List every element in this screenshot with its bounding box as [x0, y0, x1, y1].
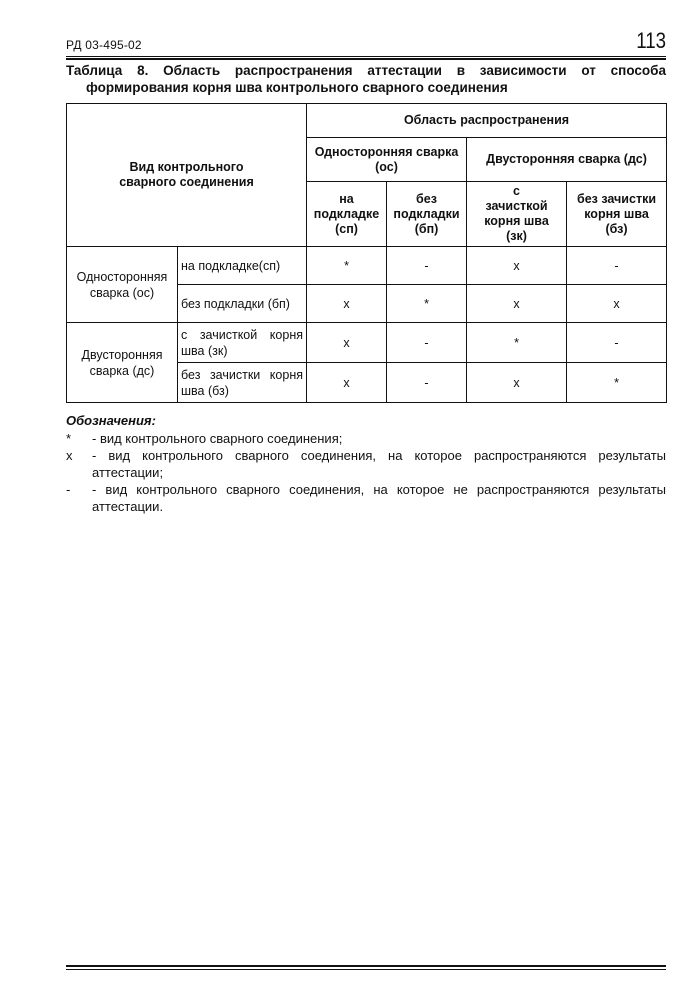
legend-symbol: * [66, 431, 72, 446]
row-label: без подкладки (бп) [178, 285, 307, 323]
legend-title: Обозначения: [66, 413, 156, 428]
table-cell: x [567, 285, 667, 323]
table-caption [66, 62, 666, 96]
legend-text: - вид контрольного сварного соединения, на которое не распространяются результаты аттестации. [92, 482, 666, 514]
footer-rule [66, 969, 666, 970]
table-row [67, 323, 667, 363]
legend-item [66, 430, 666, 447]
table-cell: * [387, 285, 467, 323]
table-cell: x [467, 247, 567, 285]
table-cell: - [387, 363, 467, 403]
header-backing: на подкладке (сп) [307, 182, 387, 247]
header-joint-type: Вид контрольного сварного соединения [67, 104, 307, 247]
table-cell: - [387, 247, 467, 285]
header-one-sided: Односторонняя сварка (ос) [307, 138, 467, 182]
header-root-cleaning: с зачисткой корня шва (зк) [467, 182, 567, 247]
header-no-root-cleaning: без зачистки корня шва (бз) [567, 182, 667, 247]
table-cell: x [307, 323, 387, 363]
table-cell: - [567, 323, 667, 363]
table-cell: x [467, 363, 567, 403]
header-rule-thick [66, 58, 666, 60]
legend [66, 412, 666, 515]
legend-symbol: x [66, 448, 73, 463]
table-row [67, 247, 667, 285]
header-rule [66, 56, 666, 57]
header-scope: Область распространения [307, 104, 667, 138]
group-two-sided: Двусторонняя сварка (дс) [67, 323, 178, 403]
caption-line-2: формирования корня шва контрольного сварного соединения [86, 80, 508, 95]
page-header [66, 30, 666, 54]
table-cell: x [307, 285, 387, 323]
row-label: с зачисткой корня шва (зк) [178, 323, 307, 363]
legend-item [66, 481, 666, 515]
header-two-sided: Двусторонняя сварка (дс) [467, 138, 667, 182]
row-label: без зачистки корня шва (бз) [178, 363, 307, 403]
caption-line-1: Таблица 8. Область распространения аттестации в зависимости от способа [66, 63, 666, 78]
document-code: РД 03-495-02 [66, 38, 142, 52]
table-cell: * [307, 247, 387, 285]
table-cell: * [467, 323, 567, 363]
table-cell: x [307, 363, 387, 403]
legend-item [66, 447, 666, 481]
table-cell: - [387, 323, 467, 363]
legend-text: - вид контрольного сварного соединения, на которое распространяются результаты аттестации; [92, 448, 666, 480]
row-label: на подкладке(сп) [178, 247, 307, 285]
table-cell: x [467, 285, 567, 323]
page-number: 113 [636, 28, 666, 53]
header-no-backing: без подкладки (бп) [387, 182, 467, 247]
legend-symbol: - [66, 482, 71, 497]
legend-text: - вид контрольного сварного соединения; [92, 431, 343, 446]
attestation-scope-table [66, 103, 667, 403]
group-one-sided: Односторонняя сварка (ос) [67, 247, 178, 323]
footer-rule-thick [66, 965, 666, 967]
table-cell: * [567, 363, 667, 403]
table-cell: - [567, 247, 667, 285]
